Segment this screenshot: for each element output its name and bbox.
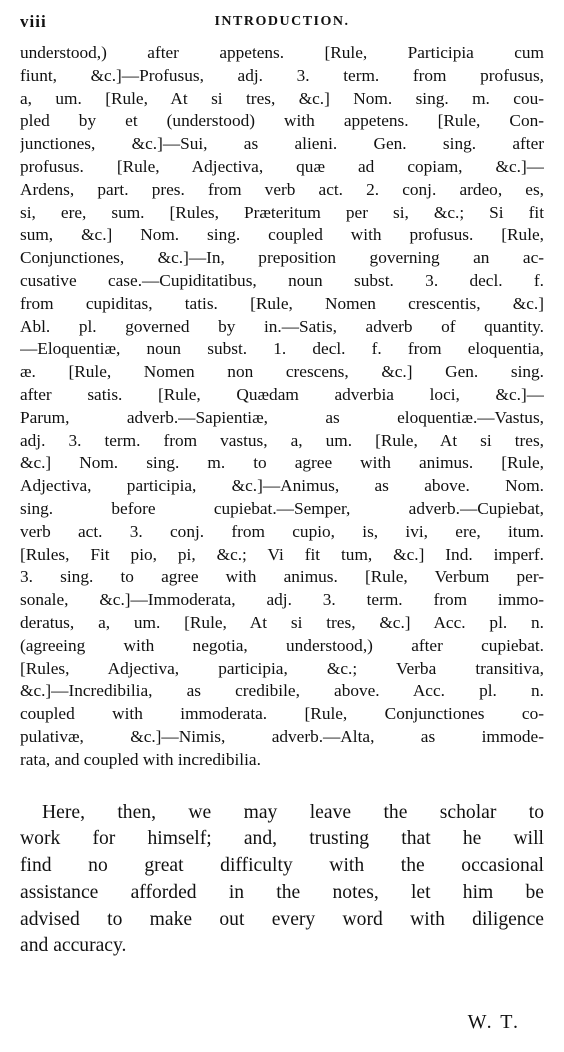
parsing-paragraph <box>20 42 544 772</box>
text-line: junctiones, &c.]—Sui, as alieni. Gen. sing. after <box>20 134 544 154</box>
text-line: advised to make out every word with diligence <box>20 908 544 930</box>
running-title: INTRODUCTION. <box>214 14 350 29</box>
text-line: [Rules, Adjectiva, participia, &c.; Verba transitiva, <box>20 658 544 678</box>
text-line: Parum, adverb.—Sapientiæ, as eloquentiæ.—Vastus, <box>20 407 544 427</box>
text-line: profusus. [Rule, Adjectiva, quæ ad copiam, &c.]— <box>20 156 544 176</box>
text-line: deratus, a, um. [Rule, At si tres, &c.] Acc. pl. n. <box>20 612 544 632</box>
text-line: æ. [Rule, Nomen non crescens, &c.] Gen. sing. <box>20 362 544 382</box>
text-line: Conjunctiones, &c.]—In, preposition governing an ac- <box>20 248 544 268</box>
running-head <box>20 8 544 42</box>
text-line: a, um. [Rule, At si tres, &c.] Nom. sing. m. cou- <box>20 88 544 108</box>
text-line: understood,) after appetens. [Rule, Participia cum <box>20 43 544 62</box>
text-line: adj. 3. term. from vastus, a, um. [Rule, At si tres, <box>20 430 544 450</box>
text-line: Adjectiva, participia, &c.]—Animus, as above. Nom. <box>20 476 544 496</box>
text-line: &c.]—Incredibilia, as credibile, above. Acc. pl. n. <box>20 681 544 701</box>
text-line: sum, &c.] Nom. sing. coupled with profusus. [Rule, <box>20 225 544 245</box>
text-line: Ardens, part. pres. from verb act. 2. conj. ardeo, es, <box>20 179 544 199</box>
text-line: Abl. pl. governed by in.—Satis, adverb of quantity. <box>20 316 544 336</box>
text-line: fiunt, &c.]—Profusus, adj. 3. term. from profusus, <box>20 65 544 85</box>
text-line: rata, and coupled with incredibilia. <box>20 749 261 769</box>
text-line: &c.] Nom. sing. m. to agree with animus. [Rule, <box>20 453 544 473</box>
text-line: (agreeing with negotia, understood,) after cupiebat. <box>20 635 544 655</box>
text-line: assistance afforded in the notes, let him be <box>20 881 544 903</box>
text-line: 3. sing. to agree with animus. [Rule, Verbum per- <box>20 567 544 587</box>
text-line: verb act. 3. conj. from cupio, is, ivi, ere, itum. <box>20 521 544 541</box>
author-signature: W. T. <box>467 1011 520 1033</box>
page-number: viii <box>20 12 47 31</box>
text-line: cusative case.—Cupiditatibus, noun subst. 3. decl. f. <box>20 270 544 290</box>
text-line: [Rules, Fit pio, pi, &c.; Vi fit tum, &c.] Ind. imperf. <box>20 544 544 564</box>
text-line: pled by et (understood) with appetens. [Rule, Con- <box>20 111 544 131</box>
text-line: and accuracy. <box>20 935 127 957</box>
text-line: after satis. [Rule, Quædam adverbia loci, &c.]— <box>20 384 544 404</box>
text-line: Here, then, we may leave the scholar to <box>42 801 544 823</box>
text-line: from cupiditas, tatis. [Rule, Nomen crescentis, &c.] <box>20 293 544 313</box>
text-line: sonale, &c.]—Immoderata, adj. 3. term. from immo- <box>20 590 544 610</box>
text-line: —Eloquentiæ, noun subst. 1. decl. f. from eloquentia, <box>20 339 544 359</box>
text-line: si, ere, sum. [Rules, Præteritum per si, &c.; Si fit <box>20 202 544 222</box>
text-line: pulativæ, &c.]—Nimis, adverb.—Alta, as immode- <box>20 726 544 746</box>
text-line: find no great difficulty with the occasional <box>20 855 544 877</box>
text-line: coupled with immoderata. [Rule, Conjunctiones co- <box>20 704 544 724</box>
closing-paragraph <box>20 800 544 961</box>
text-line: sing. before cupiebat.—Semper, adverb.—Cupiebat, <box>20 498 544 518</box>
text-line: work for himself; and, trusting that he will <box>20 828 544 850</box>
